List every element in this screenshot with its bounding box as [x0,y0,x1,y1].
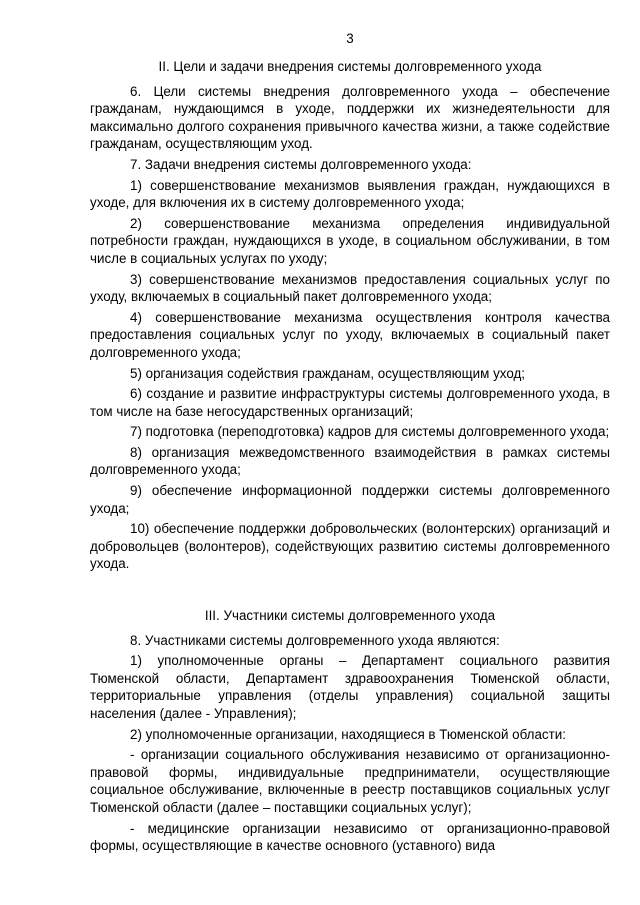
task-item-1: 1) совершенствование механизмов выявления граждан, нуждающихся в уходе, для включения их в систему долговременного ухода; [90,177,610,211]
task-item-2: 2) совершенствование механизма определения индивидуальной потребности граждан, нуждающихся в уходе, в социальном обслуживании, в том числе в социальных услугах по уходу; [90,215,610,266]
paragraph-6: 6. Цели системы внедрения долговременного ухода – обеспечение гражданам, нуждающимся в уходе, поддержки их жизнедеятельности для максимально долгого сохранения привычного качества жизни, а также содействие гражданам, осуществляющим уход. [90,83,610,152]
task-item-9: 9) обеспечение информационной поддержки системы долговременного ухода; [90,483,610,516]
task-item-10: 10) обеспечение поддержки добровольческих (волонтерских) организаций и добровольцев (волонтеров), содействующих развитию системы долговременного ухода. [90,521,610,572]
task-item-3: 3) совершенствование механизмов предоставления социальных услуг по уходу, включаемых в социальный пакет долговременного ухода; [90,271,610,305]
task-item-7: 7) подготовка (переподготовка) кадров для системы долговременного ухода; [130,424,610,440]
section-2-heading: II. Цели и задачи внедрения системы долговременного ухода [158,59,542,74]
participant-subitem-social-organizations: - организации социального обслуживания независимо от организационно-правовой формы, индивидуальные предприниматели, осуществляющие социальное обслуживание, включенные в реестр поставщиков социальных услуг Тюменской области (далее – поставщики социальных услуг); [90,747,610,815]
task-item-4: 4) совершенствование механизма осуществления контроля качества предоставления социальных услуг по уходу, включаемых в социальный пакет долговременного ухода; [90,309,610,360]
task-item-6: 6) создание и развитие инфраструктуры системы долговременного ухода, в том числе на базе негосударственных организаций; [90,386,610,419]
task-item-8: 8) организация межведомственного взаимодействия в рамках системы долговременного ухода; [90,444,610,478]
task-item-5: 5) организация содействия гражданам, осуществляющим уход; [130,365,526,381]
page-number: 3 [346,31,354,46]
participant-subitem-medical-organizations: - медицинские организации независимо от организационно-правовой формы, осуществляющие в качестве основного (уставного) вида [90,820,610,854]
participant-item-2: 2) уполномоченные организации, находящиеся в Тюменской области: [130,726,566,742]
section-3-heading: III. Участники системы долговременного ухода [204,608,496,624]
paragraph-7: 7. Задачи внедрения системы долговременного ухода: [130,156,472,172]
paragraph-8: 8. Участниками системы долговременного ухода являются: [130,632,500,648]
participant-item-1: 1) уполномоченные органы – Департамент социального развития Тюменской области, Департамент здравоохранения Тюменской области, территориальные управления (отделы управления) социальной защиты населения (далее - Управления); [90,653,610,721]
